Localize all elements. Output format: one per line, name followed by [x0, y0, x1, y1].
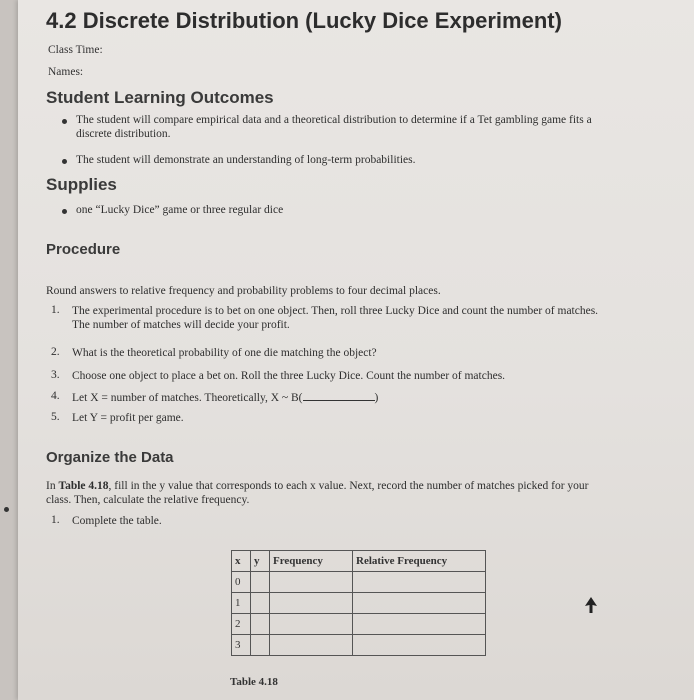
y-cell[interactable]	[251, 614, 270, 635]
y-cell[interactable]	[251, 635, 270, 656]
x-cell: 1	[232, 593, 251, 614]
mouse-cursor-icon	[584, 597, 598, 613]
step-number: 1.	[51, 304, 60, 316]
header-x: x	[232, 551, 251, 572]
relative-frequency-cell[interactable]	[353, 572, 486, 593]
bullet-icon	[62, 159, 67, 164]
bullet-icon	[62, 119, 67, 124]
slo-heading: Student Learning Outcomes	[46, 88, 274, 107]
organize-paragraph-prefix: In	[46, 480, 59, 492]
organize-heading: Organize the Data	[46, 449, 174, 466]
frequency-cell[interactable]	[270, 593, 353, 614]
frequency-cell[interactable]	[270, 572, 353, 593]
frequency-cell[interactable]	[270, 614, 353, 635]
step-1-line1: The experimental procedure is to bet on one object. Then, roll three Lucky Dice and count the number of matches.	[72, 305, 599, 317]
supplies-heading: Supplies	[46, 175, 117, 194]
x-cell: 3	[232, 635, 251, 656]
class-time-label: Class Time:	[48, 44, 103, 56]
header-relative-frequency: Relative Frequency	[353, 551, 486, 572]
table-row	[232, 572, 486, 593]
slo-item-2: The student will demonstrate an understanding of long-term probabilities.	[76, 154, 416, 166]
organize-paragraph-line2: class. Then, calculate the relative frequency.	[46, 494, 250, 506]
bullet-icon	[62, 209, 67, 214]
table-row	[232, 635, 486, 656]
names-label: Names:	[48, 66, 84, 78]
step-5-text: Let Y = profit per game.	[72, 412, 184, 424]
document-page	[18, 0, 694, 700]
page-title: 4.2 Discrete Distribution (Lucky Dice Experiment)	[46, 8, 562, 33]
slo-item-1-line1: The student will compare empirical data and a theoretical distribution to determine if a Tet gambling game fits a	[76, 114, 592, 126]
step-2-text: What is the theoretical probability of one die matching the object?	[72, 347, 377, 359]
frequency-cell[interactable]	[270, 635, 353, 656]
relative-frequency-cell[interactable]	[353, 593, 486, 614]
header-y: y	[251, 551, 270, 572]
organize-step-text: Complete the table.	[72, 515, 162, 527]
organize-paragraph-line1	[46, 479, 589, 493]
step-number: 3.	[51, 369, 60, 381]
page-left-margin	[0, 0, 18, 700]
slo-item-1-line2: discrete distribution.	[76, 128, 171, 140]
y-cell[interactable]	[251, 572, 270, 593]
x-cell: 0	[232, 572, 251, 593]
table-header-row	[232, 551, 486, 572]
margin-dot	[4, 507, 9, 512]
step-4-text-end: )	[374, 392, 379, 404]
step-number: 4.	[51, 390, 60, 402]
header-frequency: Frequency	[270, 551, 353, 572]
table-reference: Table 4.18	[58, 480, 109, 492]
step-number: 2.	[51, 346, 60, 358]
table-caption: Table 4.18	[230, 676, 278, 688]
table-row	[232, 614, 486, 635]
x-cell: 2	[232, 614, 251, 635]
procedure-intro: Round answers to relative frequency and probability problems to four decimal places.	[46, 285, 441, 297]
step-number: 5.	[51, 411, 60, 423]
data-table	[231, 550, 486, 656]
answer-blank[interactable]	[303, 390, 375, 401]
step-4-text-start: Let X = number of matches. Theoretically, X ~ B(	[72, 392, 303, 404]
step-1-line2: The number of matches will decide your profit.	[72, 319, 290, 331]
supplies-item-1: one “Lucky Dice” game or three regular dice	[76, 204, 284, 216]
relative-frequency-cell[interactable]	[353, 614, 486, 635]
step-4-text	[72, 390, 378, 405]
procedure-heading: Procedure	[46, 241, 121, 258]
organize-paragraph-rest: , fill in the y value that corresponds to each x value. Next, record the number of matches picked for your	[108, 480, 589, 492]
relative-frequency-cell[interactable]	[353, 635, 486, 656]
table-row	[232, 593, 486, 614]
step-number: 1.	[51, 514, 60, 526]
y-cell[interactable]	[251, 593, 270, 614]
step-3-text: Choose one object to place a bet on. Roll the three Lucky Dice. Count the number of matches.	[72, 370, 506, 382]
